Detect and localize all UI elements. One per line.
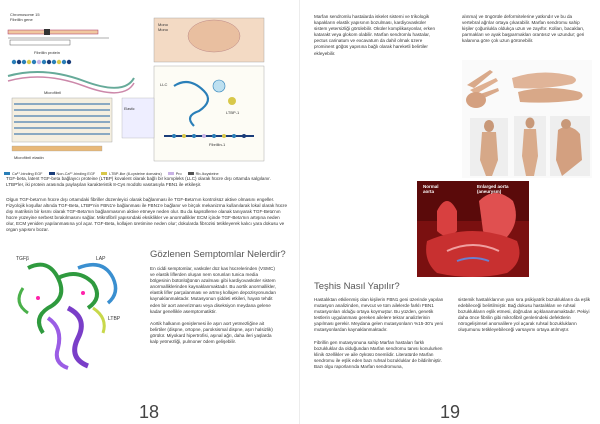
label-fibrillin1: Fibrillin-1 (209, 142, 226, 147)
label-llc: LLC (160, 82, 168, 87)
patient-photos (462, 60, 592, 178)
label-ltbp: LTBP (108, 316, 121, 322)
label-fibrillin-protein: Fibrillin protein (34, 50, 61, 55)
diagnosis-heading: Teşhis Nasıl Yapılır? (314, 281, 400, 292)
legend-item: LTBP-like (8-cysteine domains) (101, 171, 161, 176)
heart-aorta-image (417, 181, 529, 277)
symptoms-body: En ciddi semptomlar, vasküler düz kas hücrelerinden (VSMC) ve elastik liflerden oluşan nem sorunları tunica media bölgesinin bütünlüğünün azalması gibi kardiyovasküler sistem anormalliklerinden kaynaklanmaktadır. Bu aortik anormallikler, elastik lifler parçalanması ve artmış kollajen depozisyonundan kaynaklanmaktadır. Mutasyonun şiddeti etkileri, hayatı tehdit eden bir aort anevrizması veya diseksiyon meydana gelene kadar genellikle asemptomatiktir. Aortik halkanın genişlemesi ile aşırı aort yetmezliğine ait belirtiler (dispne, ortopne, paroksismal dispne, aşırı halsizlik) görülür. Miyokard hipertrofisi, aşınal ağrı, daha ileri yaşlarda kalp yetmezliği, pulmoner ödem gelişebilir. (150, 266, 276, 345)
label-microfibril: Microfibril (44, 90, 62, 95)
diagnosis-col1: Hastalıktan etkilenmiş olan kişilerin FBN1 geni üzerinde yapılan mutasyon analizinden, mevcut ve tüm ailelerde farklı FBN1 mutasyonları olduğu ortaya koymuştur. Bu yüzden, genetik testlerin uygulanması gereken ailelere tekrar analizlerinin yapılması gerekir. Meydana gelen mutasyonların %15-30'u yeni mutasyonlardan kaynaklanmaktadır. Fibrillin gen mutasyonuna sahip Marfan hastaları farklı bozukluklar da olduğundan Marfan sendromu tanısı konulurken klinik özellikler ve aile öyküsü önemlidir. Literatürde Marfan sendromu ile eşlik eden bazı ruhsal bozukluklar de bildirilmiştir. Bazı olgu raporlarında Marfan sendromuna, (314, 297, 444, 370)
legend-item: Pro (168, 171, 182, 176)
label-tgfb: TGFβ (16, 256, 29, 262)
svg-text:Fibrillin gene: Fibrillin gene (10, 17, 33, 22)
fibrillin-diagram-svg (4, 6, 266, 176)
page-number-right: 19 (440, 402, 461, 422)
legend-item: Non-Ca²⁺-binding EGF (49, 171, 96, 176)
right-col1-text: Marfan sendromlu hastalarda iskelet sistemi ve trikologik kapakların elastik yapısının bozulması, kardiyovasküler sistem yetersizliği görülebilir. Oküler komplikasyonlar, erken katarakt veya glokom olabilir. Marfan sendromlu hastalar, pectus carinatum ve excavatum da dahil olmak üzere prominent göğüs yapısına bağlı olarak hareketli belirtiler ekleyebilir. (314, 14, 436, 56)
right-col2-text: alınma) ve öngörüle deformitelerine yatkındır ve bu da vertebral ağrılar ortaya çıkarabilir. Marfan sendromu sahip kişiler çoğunlukla oldukça uzun ve zayıftır. Kolları, bacakları, parmakları ve ayak başparmakları orantısız ve uzundur; geri kalanına göre çok uzun görünebilir. (462, 14, 585, 44)
label-enlarged-aorta: Enlarged aorta (aneurysm) (477, 184, 509, 194)
label-ltbp1: LTBP-1 (226, 110, 240, 115)
tgf-paragraph: Olgun TGF-beta'nın hücre dışı ortamdaki fibriller düzenleyici olarak bağlanması ile TGF-Beta'nın kontrolsüz aktive olmasını engeller. Fizyolojik koşullar altında TGF-Beta, LTBP'nin FBN1'e bağlanması ile FBN1'e bağlanır ve birçok mekanizma kullanılarak lokal olarak hücre dışı matriksin bir kısmı olarak TGF-Beta'nın bağlanmasının aktive etmeye neden olur. Bu da kapsülleme olanak tanıyarak TGF-Beta'nın hücre yüzeyine serbest bırakılmasını sağlar. Mikrofibril yapısındaki eksiklikler ve anormallikler ECM içinde TGF-Beta'nın artışına neden olur, ECM yeniden yapılanmasına yol açar. TGF-Beta, kollajen üretimine neden olur; dokularda fibrozisi tetikleyerek kalıcı yara dokusu ve organ yapısını bozar. (6, 197, 288, 233)
right-page (300, 0, 600, 424)
diagram-caption: TGF-beta, latent TGF-beta bağlayıcı proteine (LTBP) kovalent olarak bağlı bir kompleks (LLC) olarak hücre dışı ortamda salgılanır. LTBP'ler, iki protein arasında paylaşılan karakteristik 8-Cys modülü vasıtasıyla FBN1 ile etkileşir. (6, 176, 271, 188)
svg-text:Mono: Mono (158, 27, 169, 32)
legend-item: Ca²⁺-binding EGF (4, 171, 43, 176)
label-elastic: Elastic (124, 107, 135, 111)
protein-structure-image (8, 248, 126, 378)
fibrillin-diagram (4, 6, 266, 176)
label-normal-aorta: Normal aorta (423, 184, 439, 194)
label-lap: LAP (96, 256, 106, 262)
label-mono: Mono (158, 22, 169, 27)
label-microfibril-elastin: Microfibril elastin (14, 155, 44, 160)
symptoms-heading: Gözlenen Semptomlar Nelerdir? (150, 249, 286, 260)
legend-item: Rb-Ikcysteine (188, 171, 219, 176)
diagnosis-col2: sistemik hastalıklarının yanı sıra psikiyatrik bozuklukların da eşlik edebileceği belirtilmiştir. Bağ dokusu hastalıkları ve ruhsal bozuklukların eşlik etmesi, doğrudan açıklanamamaktadır. Pekiyi daha önce fibrilin gibi mikrofibril genlerindeki defektlerin nörogelişimsel anomalilere yol açarak ruhsal bozuklukların oluşumunu tetikleyebileceği varsayımı ortaya atılmıştır. (458, 297, 590, 333)
label-chromosome: Chromosome 15 (10, 12, 40, 17)
page-number-left: 18 (139, 402, 160, 422)
